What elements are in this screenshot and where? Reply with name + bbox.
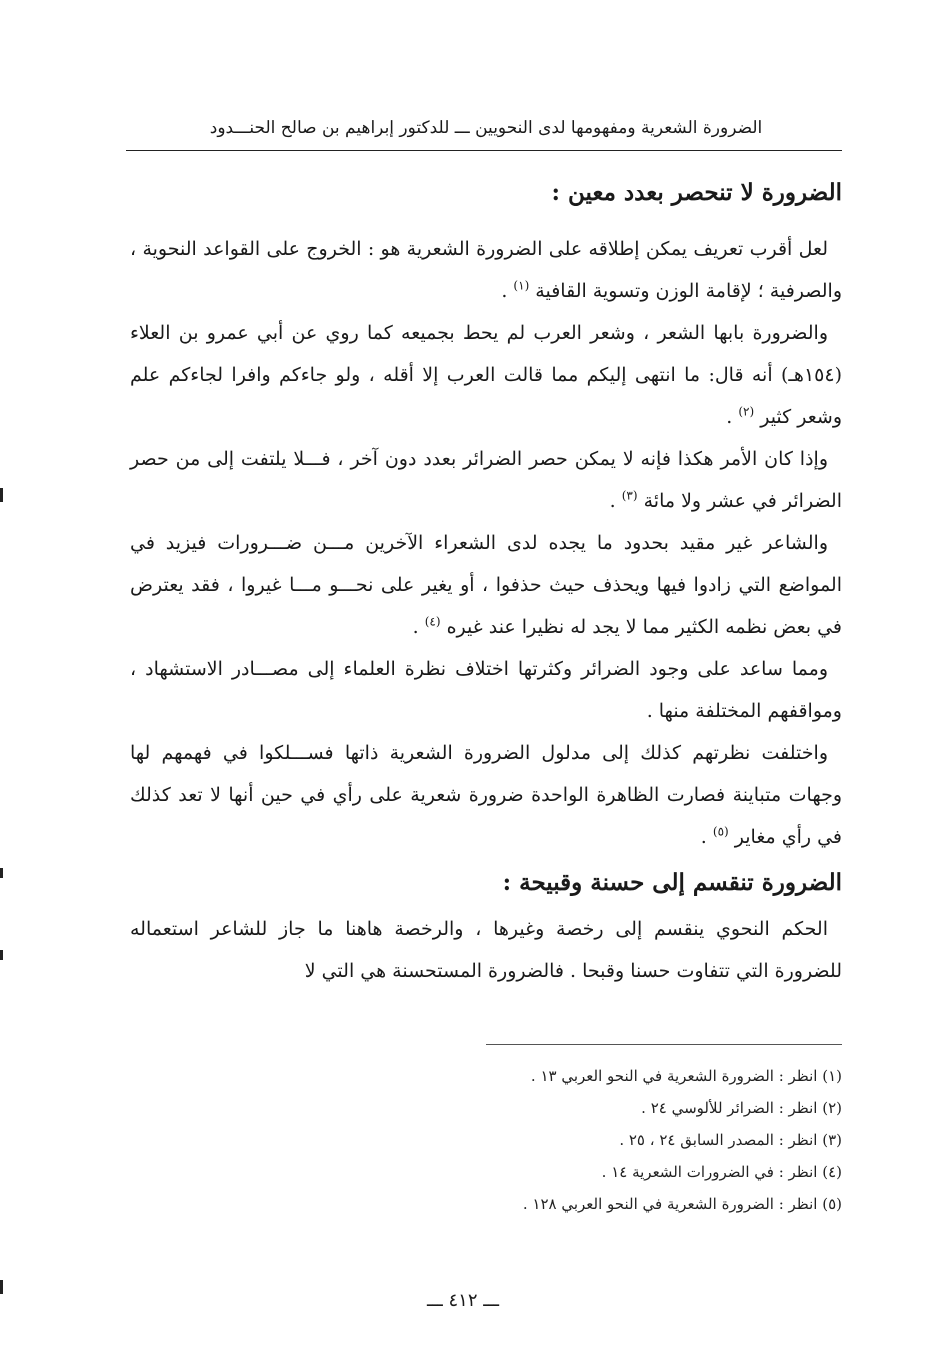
paragraph-tail: . bbox=[412, 616, 425, 638]
paragraph bbox=[130, 438, 842, 522]
paragraph bbox=[130, 522, 842, 648]
footnote: (٢) انظر : الضرائر للألوسي ٢٤ . bbox=[641, 1099, 842, 1117]
paragraph-text: الحكم النحوي ينقسم إلى رخصة وغيرها ، والرخصة هاهنا ما جاز للشاعر استعماله للضرورة التي تتفاوت حسنا وقبحا . فالضرورة المستحسنة هي التي لا bbox=[130, 918, 842, 982]
footnote-ref[interactable]: (١) bbox=[513, 278, 530, 293]
footnote: (١) انظر : الضرورة الشعرية في النحو العربي ١٣ . bbox=[530, 1067, 842, 1085]
paragraph-tail: . bbox=[501, 280, 514, 302]
paragraph-text: ومما ساعد على وجود الضرائر وكثرتها اختلاف نظرة العلماء إلى مصـــادر الاستشهاد ، ومواقفهم المختلفة منها . bbox=[130, 658, 842, 722]
section-heading: الضرورة لا تنحصر بعدد معين : bbox=[551, 179, 842, 206]
page-number: ـــ ٤١٢ ـــ bbox=[426, 1290, 500, 1311]
footnote-ref[interactable]: (٣) bbox=[621, 488, 638, 503]
scan-margin-mark bbox=[0, 868, 3, 878]
paragraph-text: واختلفت نظرتهم كذلك إلى مدلول الضرورة الشعرية ذاتها فســـلكوا في فهمهم لها وجهات متباينة فصارت الظاهرة الواحدة ضرورة شعرية على رأي في حين أنها لا تعد كذلك في رأي مغاير bbox=[130, 742, 842, 848]
footnote-rule bbox=[486, 1044, 842, 1045]
paragraph bbox=[130, 228, 842, 312]
scan-margin-mark bbox=[0, 1280, 3, 1294]
header-rule bbox=[126, 150, 842, 151]
paragraph bbox=[130, 908, 842, 992]
paragraph-text: وإذا كان الأمر هكذا فإنه لا يمكن حصر الضرائر بعدد دون آخر ، فـــلا يلتفت إلى من حصر الضرائر في عشر ولا مائة bbox=[130, 448, 842, 512]
footnotes bbox=[130, 1060, 842, 1220]
scan-margin-mark bbox=[0, 950, 3, 960]
paragraph-text: والضرورة بابها الشعر ، وشعر العرب لم يحط بجميعه كما روي عن أبي عمرو بن العلاء (١٥٤هـ) أنه قال: ما انتهى إليكم مما قالت العرب إلا أقله ، ولو جاءكم وافرا لجاءكم علم وشعر كثير bbox=[130, 322, 842, 428]
paragraph-tail: . bbox=[726, 406, 739, 428]
footnote: (٤) انظر : في الضرورات الشعرية ١٤ . bbox=[601, 1163, 842, 1181]
paragraph-tail: . bbox=[700, 826, 713, 848]
paragraph bbox=[130, 732, 842, 858]
footnote-ref[interactable]: (٢) bbox=[738, 404, 755, 419]
paragraph bbox=[130, 312, 842, 438]
paragraph-text: والشاعر غير مقيد بحدود ما يجده لدى الشعراء الآخرين مـــن ضـــرورات فيزيد في المواضع التي زادوا فيها ويحذف حيث حذفوا ، أو يغير على نحـــو مـــا غيروا ، فقد يعترض في بعض نظمه الكثير مما لا يجد له نظيرا عند غيره bbox=[130, 532, 842, 638]
footnote: (٣) انظر : المصدر السابق ٢٤ ، ٢٥ . bbox=[619, 1131, 842, 1149]
paragraph-text: لعل أقرب تعريف يمكن إطلاقه على الضرورة الشعرية هو : الخروج على القواعد النحوية ، والصرفية ؛ لإقامة الوزن وتسوية القافية bbox=[130, 238, 842, 302]
footnote: (٥) انظر : الضرورة الشعرية في النحو العربي ١٢٨ . bbox=[522, 1195, 842, 1213]
running-header: الضرورة الشعرية ومفهومها لدى النحويين ـــ للدكتور إبراهيم بن صالح الحنـــدود bbox=[209, 118, 763, 138]
footnote-ref[interactable]: (٤) bbox=[424, 614, 441, 629]
section-heading: الضرورة تنقسم إلى حسنة وقبيحة : bbox=[502, 869, 842, 896]
paragraph bbox=[130, 648, 842, 732]
paragraph-tail: . bbox=[609, 490, 622, 512]
footnote-ref[interactable]: (٥) bbox=[712, 824, 729, 839]
scan-margin-mark bbox=[0, 488, 3, 502]
body-text bbox=[130, 168, 842, 992]
